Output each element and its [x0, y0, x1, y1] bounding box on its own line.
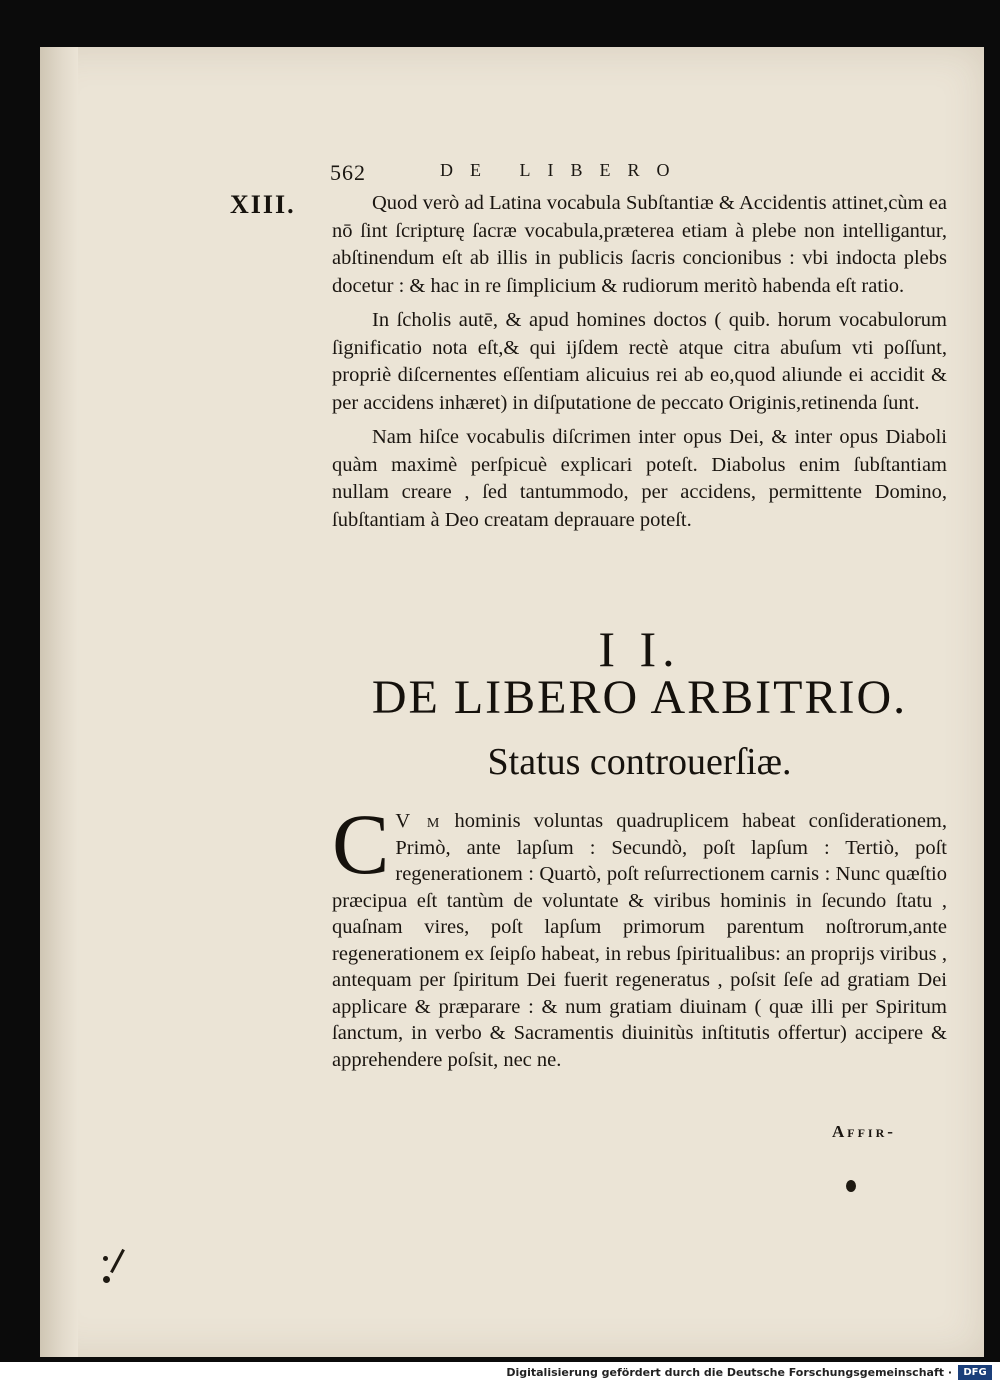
ink-spot-left-1 — [103, 1256, 108, 1261]
catchword: Affir- — [832, 1122, 896, 1141]
lead-caps: V m — [395, 810, 442, 832]
section-title: DE LIBERO ARBITRIO. — [371, 671, 908, 724]
ink-spot-right — [846, 1180, 856, 1192]
ink-spot-left-2 — [103, 1276, 110, 1283]
paragraph-1: Quod verò ad Latina vocabula Subſtantiæ & Accidentis attinet,cùm ea nō ſint ſcripturę ſacræ vocabula,præterea etiam à plebe non intelligantur, abſtinendum eſt ab illis in publicis ſacris concionibus : vbi indocta plebs docetur : & hac in re ſimplicium & rudiorum meritò habenda eſt ratio. — [332, 192, 947, 297]
margin-section-number: XIII. — [230, 190, 296, 219]
page-gutter-shadow — [40, 47, 78, 1357]
body-text: hominis voluntas quadruplicem habeat conſiderationem, Primò, ante lapſum : Secundò, poſt lapſum : Tertiò, poſt regenerationem : Quartò, poſt reſurrectionem carnis : Nunc quæſtio præcipua eſt tantùm de voluntate & viribus hominis in ſecundo ſtatu , quaſnam vires, poſt lapſum primorum parentum noſtrorum,ante regenerationem ex ſeipſo habeat, in rebus ſpiritualibus: an proprijs viribus , antequam per ſpiritum Dei fuerit regeneratus , poſsit ſeſe ad gratiam Dei applicare & præparare : & num gratiam diuinam ( quæ illi per Spiritum ſanctum, in verbo & Sacramentis diuinitùs inſtitutis offertur) accipere & apprehendere poſsit, nec ne. — [332, 810, 948, 1071]
page-number: 562 — [330, 160, 366, 185]
section-subtitle: Status controuerſiæ. — [487, 741, 792, 783]
section-number: I I. — [598, 621, 681, 677]
drop-cap: C — [332, 796, 390, 892]
paragraph-2: In ſcholis autē, & apud homines doctos ( quib. horum vocabulorum ſignificatio nota eſt,& qui ijſdem rectè atque citra abuſum vti poſſunt, propriè diſcernentes eſſentiam alicuius rei ab eo,quod aliunde ei accidit & per accidens inhæret) in diſputatione de peccato Originis,retinenda ſunt. — [332, 309, 947, 414]
footer-bar — [0, 1362, 1000, 1384]
paragraph-3: Nam hiſce vocabulis diſcrimen inter opus Dei, & inter opus Diaboli quàm maximè perſpicuè explicari poteſt. Diabolus enim ſubſtantiam nullam creare , ſed tantummodo, per accidens, permittente Domino, ſubſtantiam à Deo creatam deprauare poteſt. — [332, 426, 947, 531]
running-head — [330, 160, 830, 190]
text-block-upper — [332, 190, 947, 541]
dfg-logo: DFG — [958, 1365, 992, 1380]
section-body — [332, 796, 948, 1073]
footer-credit: Digitalisierung gefördert durch die Deutsche Forschungsgemeinschaft · — [506, 1366, 952, 1379]
running-title: DE LIBERO — [440, 160, 687, 180]
